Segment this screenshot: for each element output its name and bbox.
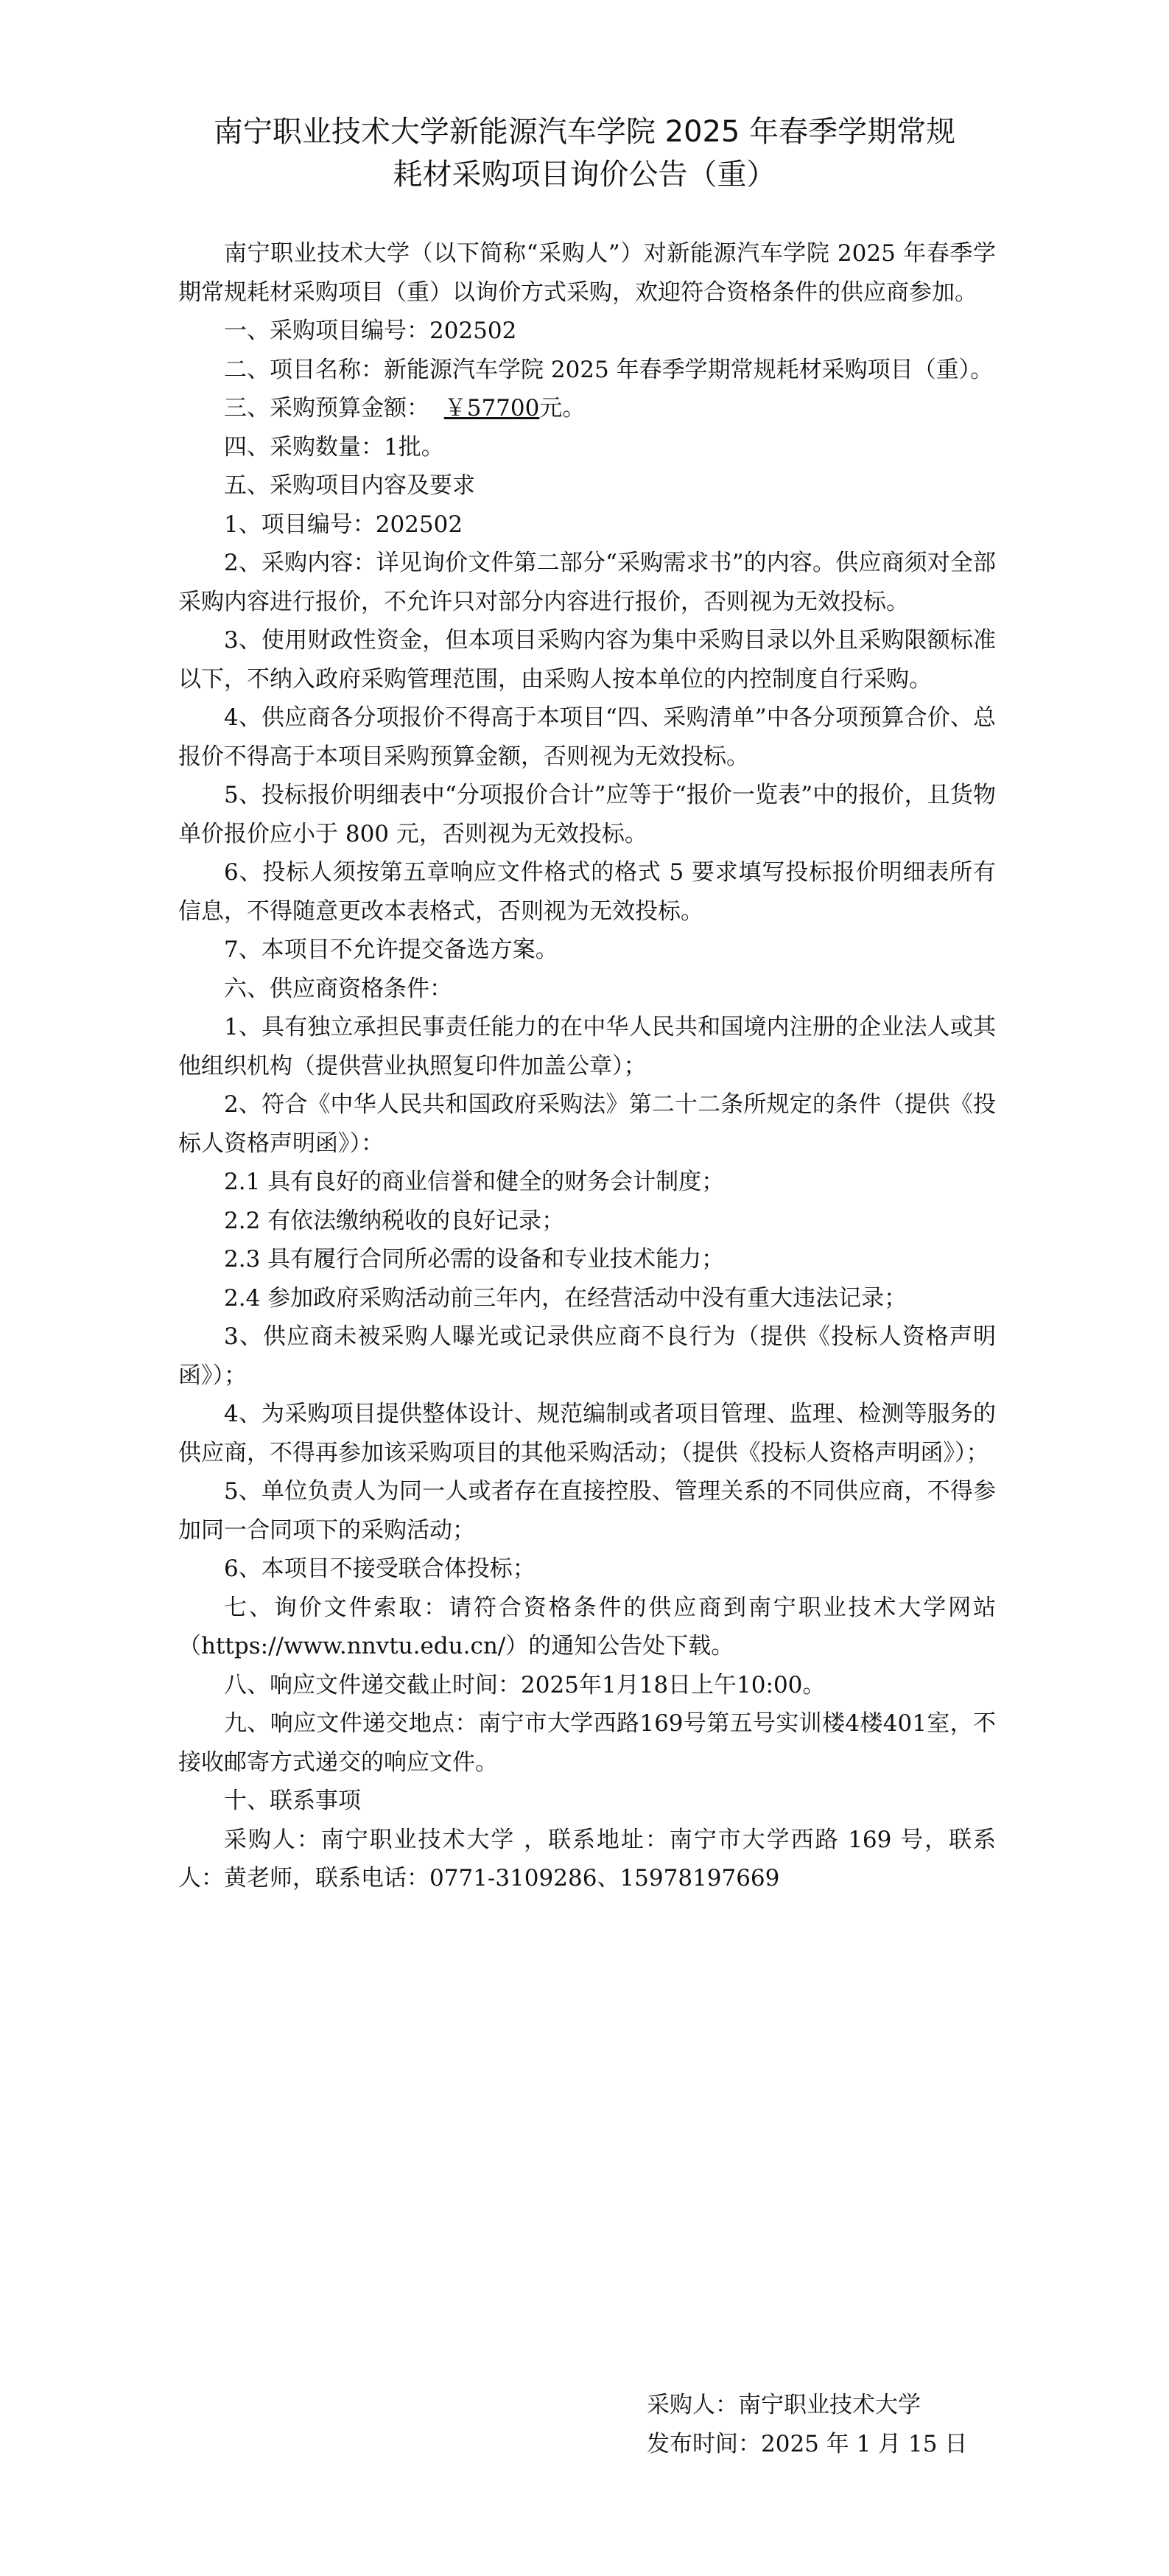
qualification-item-2: 2、符合《中华人民共和国政府采购法》第二十二条所规定的条件（提供《投标人资格声明函》）： [178, 1091, 996, 1157]
qualification-item-4: 4、为采购项目提供整体设计、规范编制或者项目管理、监理、检测等服务的供应商，不得再参加该采购项目的其他采购活动；（提供《投标人资格声明函》）； [178, 1401, 996, 1466]
content-item-1: 1、项目编号：202502 [224, 511, 463, 538]
qualification-item-2-3: 2.3 具有履行合同所必需的设备和专业技术能力； [224, 1246, 725, 1273]
signature-buyer: 采购人：南宁职业技术大学 [647, 2392, 921, 2418]
content-item-7: 7、本项目不允许提交备选方案。 [224, 937, 558, 963]
intro-paragraph: 南宁职业技术大学（以下简称“采购人”）对新能源汽车学院 2025 年春季学期常规耗材采购项目（重）以询价方式采购，欢迎符合资格条件的供应商参加。 [178, 240, 996, 306]
section-content-heading: 五、采购项目内容及要求 [224, 472, 475, 499]
qualification-item-2-1: 2.1 具有良好的商业信誉和健全的财务会计制度； [224, 1169, 725, 1195]
content-item-6: 6、投标人须按第五章响应文件格式的格式 5 要求填写投标报价明细表所有信息，不得随意更改本表格式，否则视为无效投标。 [178, 859, 996, 925]
section-quantity: 四、采购数量：1批。 [224, 433, 444, 461]
qualification-item-6: 6、本项目不接受联合体投标； [224, 1555, 536, 1582]
title-line-2: 耗材采购项目询价公告（重） [393, 158, 776, 192]
content-item-2: 2、采购内容：详见询价文件第二部分“采购需求书”的内容。供应商须对全部采购内容进行报价，不允许只对部分内容进行报价，否则视为无效投标。 [178, 550, 996, 615]
budget-unit: 元。 [539, 395, 586, 421]
qualification-item-5: 5、单位负责人为同一人或者存在直接控股、管理关系的不同供应商，不得参加同一合同项下的采购活动； [178, 1478, 996, 1544]
content-item-5: 5、投标报价明细表中“分项报价合计”应等于“报价一览表”中的报价，且货物单价报价应小于 800 元，否则视为无效投标。 [178, 782, 996, 847]
document-title [147, 111, 1022, 196]
content-item-3: 3、使用财政性资金，但本项目采购内容为集中采购目录以外且采购限额标准以下，不纳入政府采购管理范围，由采购人按本单位的内控制度自行采购。 [178, 627, 996, 693]
content-item-4: 4、供应商各分项报价不得高于本项目“四、采购清单”中各分项预算合价、总报价不得高于本项目采购预算金额，否则视为无效投标。 [178, 704, 996, 770]
signature-date: 发布时间：2025 年 1 月 15 日 [647, 2431, 968, 2457]
section-budget [178, 389, 996, 428]
contact-details: 采购人：南宁职业技术大学 ，联系地址：南宁市大学西路 169 号，联系人：黄老师，联系电话：0771-3109286、15978197669 [178, 1826, 996, 1891]
section-deadline: 八、响应文件递交截止时间：2025年1月18日上午10:00。 [224, 1671, 826, 1698]
budget-label: 三、采购预算金额： [224, 395, 429, 421]
budget-amount: ￥57700 [443, 395, 540, 421]
section-contact-heading: 十、联系事项 [224, 1788, 361, 1814]
signature-block [647, 2386, 967, 2464]
title-line-1: 南宁职业技术大学新能源汽车学院 2025 年春季学期常规 [213, 115, 956, 149]
section-project-number: 一、采购项目编号：202502 [224, 318, 517, 344]
qualification-item-2-4: 2.4 参加政府采购活动前三年内，在经营活动中没有重大违法记录； [224, 1284, 908, 1312]
qualification-item-1: 1、具有独立承担民事责任能力的在中华人民共和国境内注册的企业法人或其他组织机构（提供营业执照复印件加盖公章）； [178, 1014, 996, 1079]
section-document-download: 七、询价文件索取：请符合资格条件的供应商到南宁职业技术大学网站（https://www.nnvtu.edu.cn/）的通知公告处下载。 [178, 1594, 996, 1659]
document-body [178, 234, 996, 1898]
section-qualification-heading: 六、供应商资格条件： [224, 975, 452, 1002]
qualification-item-2-2: 2.2 有依法缴纳税收的良好记录； [224, 1207, 565, 1234]
qualification-item-3: 3、供应商未被采购人曝光或记录供应商不良行为（提供《投标人资格声明函》）； [178, 1323, 996, 1389]
section-project-name: 二、项目名称：新能源汽车学院 2025 年春季学期常规耗材采购项目（重）。 [224, 356, 994, 383]
section-submission-location: 九、响应文件递交地点：南宁市大学西路169号第五号实训楼4楼401室，不接收邮寄方式递交的响应文件。 [178, 1710, 996, 1776]
